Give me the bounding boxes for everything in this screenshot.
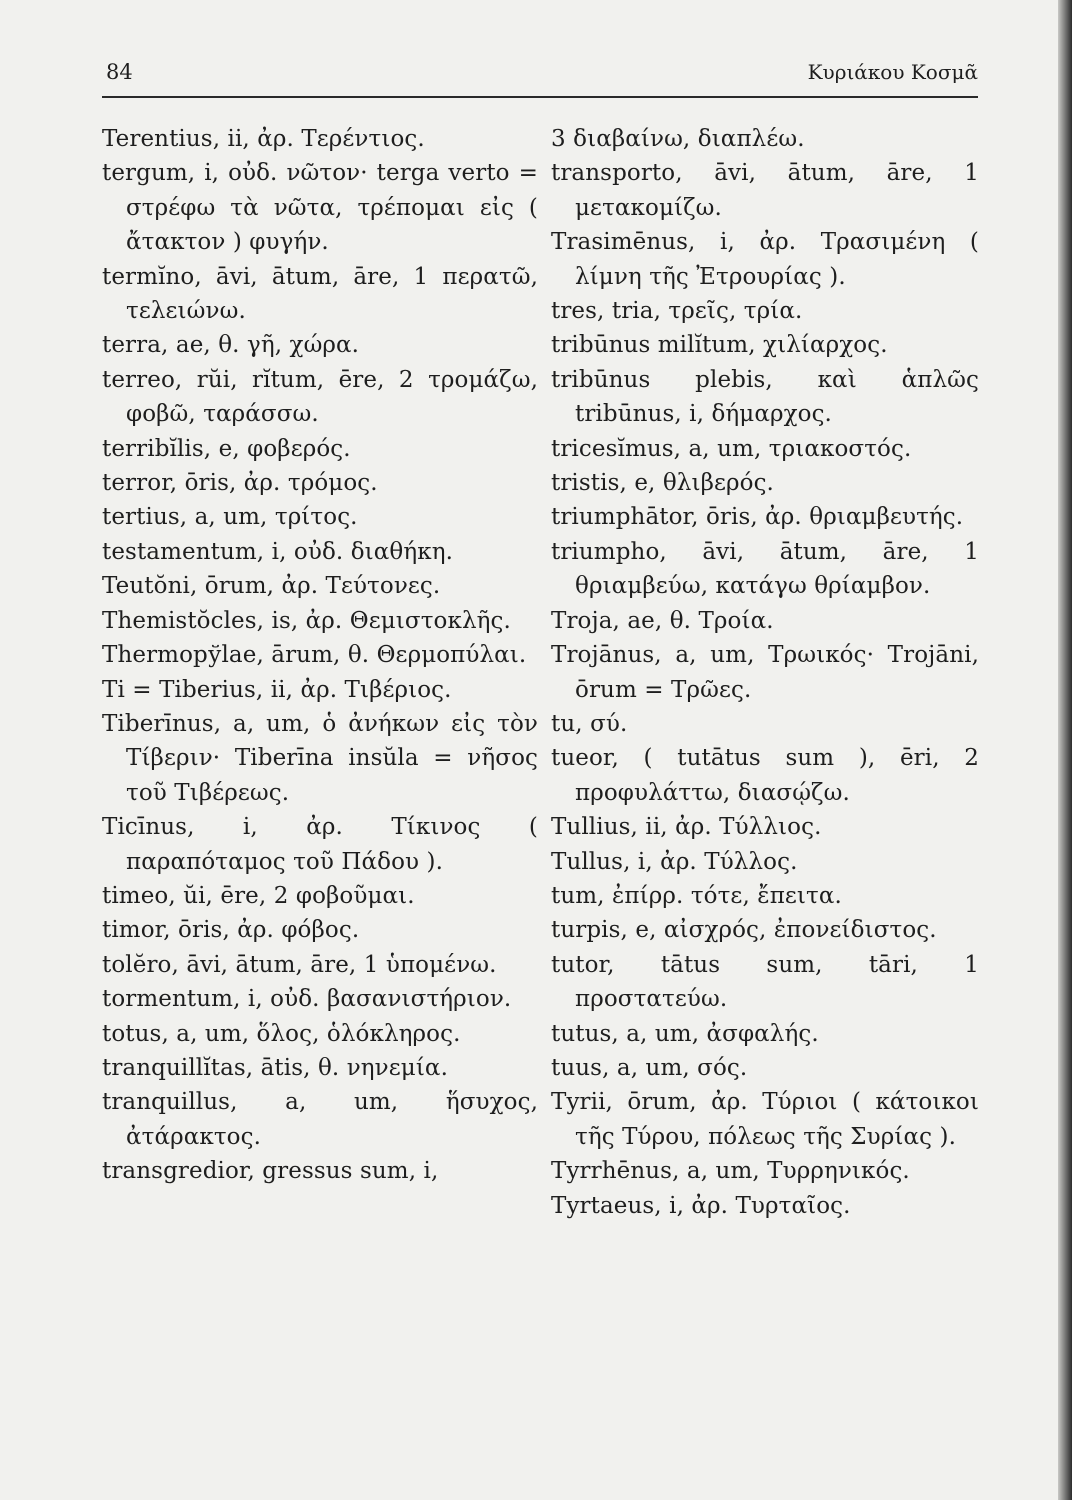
entry-testamentum: testamentum, i, οὐδ. διαθήκη. <box>102 538 453 565</box>
entry-terentius: Terentius, ii, ἀρ. Τερέντιος. <box>102 126 425 152</box>
entry-tres: tres, tria, τρεῖς, τρία. <box>551 298 803 325</box>
entry-timor: timor, ōris, ἀρ. φόβος. <box>102 917 360 944</box>
entry-transgredior-cont: 3 διαβαίνω, διαπλέω. <box>551 126 805 152</box>
right-column <box>551 122 979 1392</box>
left-column <box>102 122 538 1392</box>
entry-tullus: Tullus, i, ἀρ. Τύλλος. <box>551 848 798 875</box>
running-head: Κυριάκου Κοσμᾶ <box>807 60 978 84</box>
entry-tranquillitas: tranquillĭtas, ātis, θ. νηνεμία. <box>102 1054 448 1081</box>
header-rule <box>102 96 978 98</box>
entry-tueor: tueor, ( tutātus sum ), ēri, 2 προφυλάττω, διασῴζω. <box>551 745 979 806</box>
entry-tutor: tutor, tātus sum, tāri, 1 προστατεύω. <box>551 951 979 1013</box>
entry-transgredior: transgredior, gressus sum, i, <box>102 1158 439 1185</box>
entry-troja: Troja, ae, θ. Τροία. <box>551 607 774 634</box>
entry-turpis: turpis, e, αἰσχρός, ἐπονείδιστος. <box>551 917 937 944</box>
entry-totus: totus, a, um, ὅλος, ὁλόκληρος. <box>102 1020 461 1047</box>
entry-triumpho: triumpho, āvi, ātum, āre, 1 θριαμβεύω, κατάγω θρίαμβον. <box>551 538 979 600</box>
entry-tyrrhenus: Tyrrhēnus, a, um, Τυρρηνικός. <box>551 1158 910 1185</box>
page-header <box>102 58 978 94</box>
entry-thermopylae: Thermopўlae, ārum, θ. Θερμοπύλαι. <box>102 642 527 669</box>
entry-tranquillus: tranquillus, a, um, ἥσυχος, ἀτάρακτος. <box>102 1089 538 1150</box>
entry-teutoni: Teutŏni, ōrum, ἀρ. Τεύτονες. <box>102 573 441 600</box>
entry-terror: terror, ōris, ἀρ. τρόμος. <box>102 470 378 497</box>
entry-timeo: timeo, ŭi, ēre, 2 φοβοῦμαι. <box>102 882 415 909</box>
entry-terra: terra, ae, θ. γῆ, χώρα. <box>102 332 360 359</box>
entry-terribilis: terribĭlis, e, φοβερός. <box>102 435 351 462</box>
entry-terreo: terreo, rŭi, rĭtum, ēre, 2 τρομάζω, φοβῶ, ταράσσω. <box>102 366 538 428</box>
entry-trojanus: Trojānus, a, um, Τρωικός· Trojāni, ōrum = Τρῶες. <box>551 642 979 703</box>
entry-tolero: tolĕro, āvi, ātum, āre, 1 ὑπομένω. <box>102 951 497 978</box>
entry-trasimenus: Trasimēnus, i, ἀρ. Τρασιμένη ( λίμνη τῆς Ἐτρουρίας ). <box>551 229 979 290</box>
entry-tricesimus: tricesĭmus, a, um, τριακοστός. <box>551 435 912 462</box>
entry-tiberinus: Tiberīnus, a, um, ὁ ἀνήκων εἰς τὸν Τίβεριν· Tiberīna insŭla = νῆσος τοῦ Τιβέρεως. <box>102 710 538 806</box>
entry-ticinus: Ticīnus, i, ἀρ. Τίκινος ( παραπόταμος τοῦ Πάδου ). <box>102 814 538 875</box>
entry-transporto: transporto, āvi, ātum, āre, 1 μετακομίζω. <box>551 160 979 221</box>
entry-tuus: tuus, a, um, σός. <box>551 1054 748 1081</box>
entry-tergum: tergum, i, οὐδ. νῶτον· terga verto = στρέφω τὰ νῶτα, τρέπομαι εἰς ( ἄτακτον ) φυγήν. <box>102 160 538 256</box>
entry-tyrtaeus: Tyrtaeus, i, ἀρ. Τυρταῖος. <box>551 1192 851 1219</box>
entry-themistocles: Themistŏcles, is, ἀρ. Θεμιστοκλῆς. <box>102 607 511 634</box>
entry-tristis: tristis, e, θλιβερός. <box>551 470 774 497</box>
entry-termino: termĭno, āvi, ātum, āre, 1 περατῶ, τελειώνω. <box>102 263 538 325</box>
entry-tribunus-militum: tribūnus milĭtum, χιλίαρχος. <box>551 332 888 359</box>
page-edge-shadow <box>1058 0 1072 1500</box>
entry-tribunus-plebis: tribūnus plebis, καὶ ἁπλῶς tribūnus, i, δήμαρχος. <box>551 366 979 428</box>
entry-tullius: Tullius, ii, ἀρ. Τύλλιος. <box>551 814 822 841</box>
page-number: 84 <box>106 60 133 84</box>
entry-tormentum: tormentum, i, οὐδ. βασανιστήριον. <box>102 986 512 1013</box>
entry-ti: Ti = Tiberius, ii, ἀρ. Τιβέριος. <box>102 676 452 703</box>
entry-tum: tum, ἐπίρρ. τότε, ἔπειτα. <box>551 882 842 909</box>
entry-tutus: tutus, a, um, ἀσφαλής. <box>551 1020 819 1047</box>
entry-triumphator: triumphātor, ōris, ἀρ. θριαμβευτής. <box>551 504 964 531</box>
entry-tyrii: Tyrii, ōrum, ἀρ. Τύριοι ( κάτοικοι τῆς Τύρου, πόλεως τῆς Συρίας ). <box>551 1089 979 1150</box>
entry-tertius: tertius, a, um, τρίτος. <box>102 504 358 531</box>
entry-tu: tu, σύ. <box>551 710 628 737</box>
